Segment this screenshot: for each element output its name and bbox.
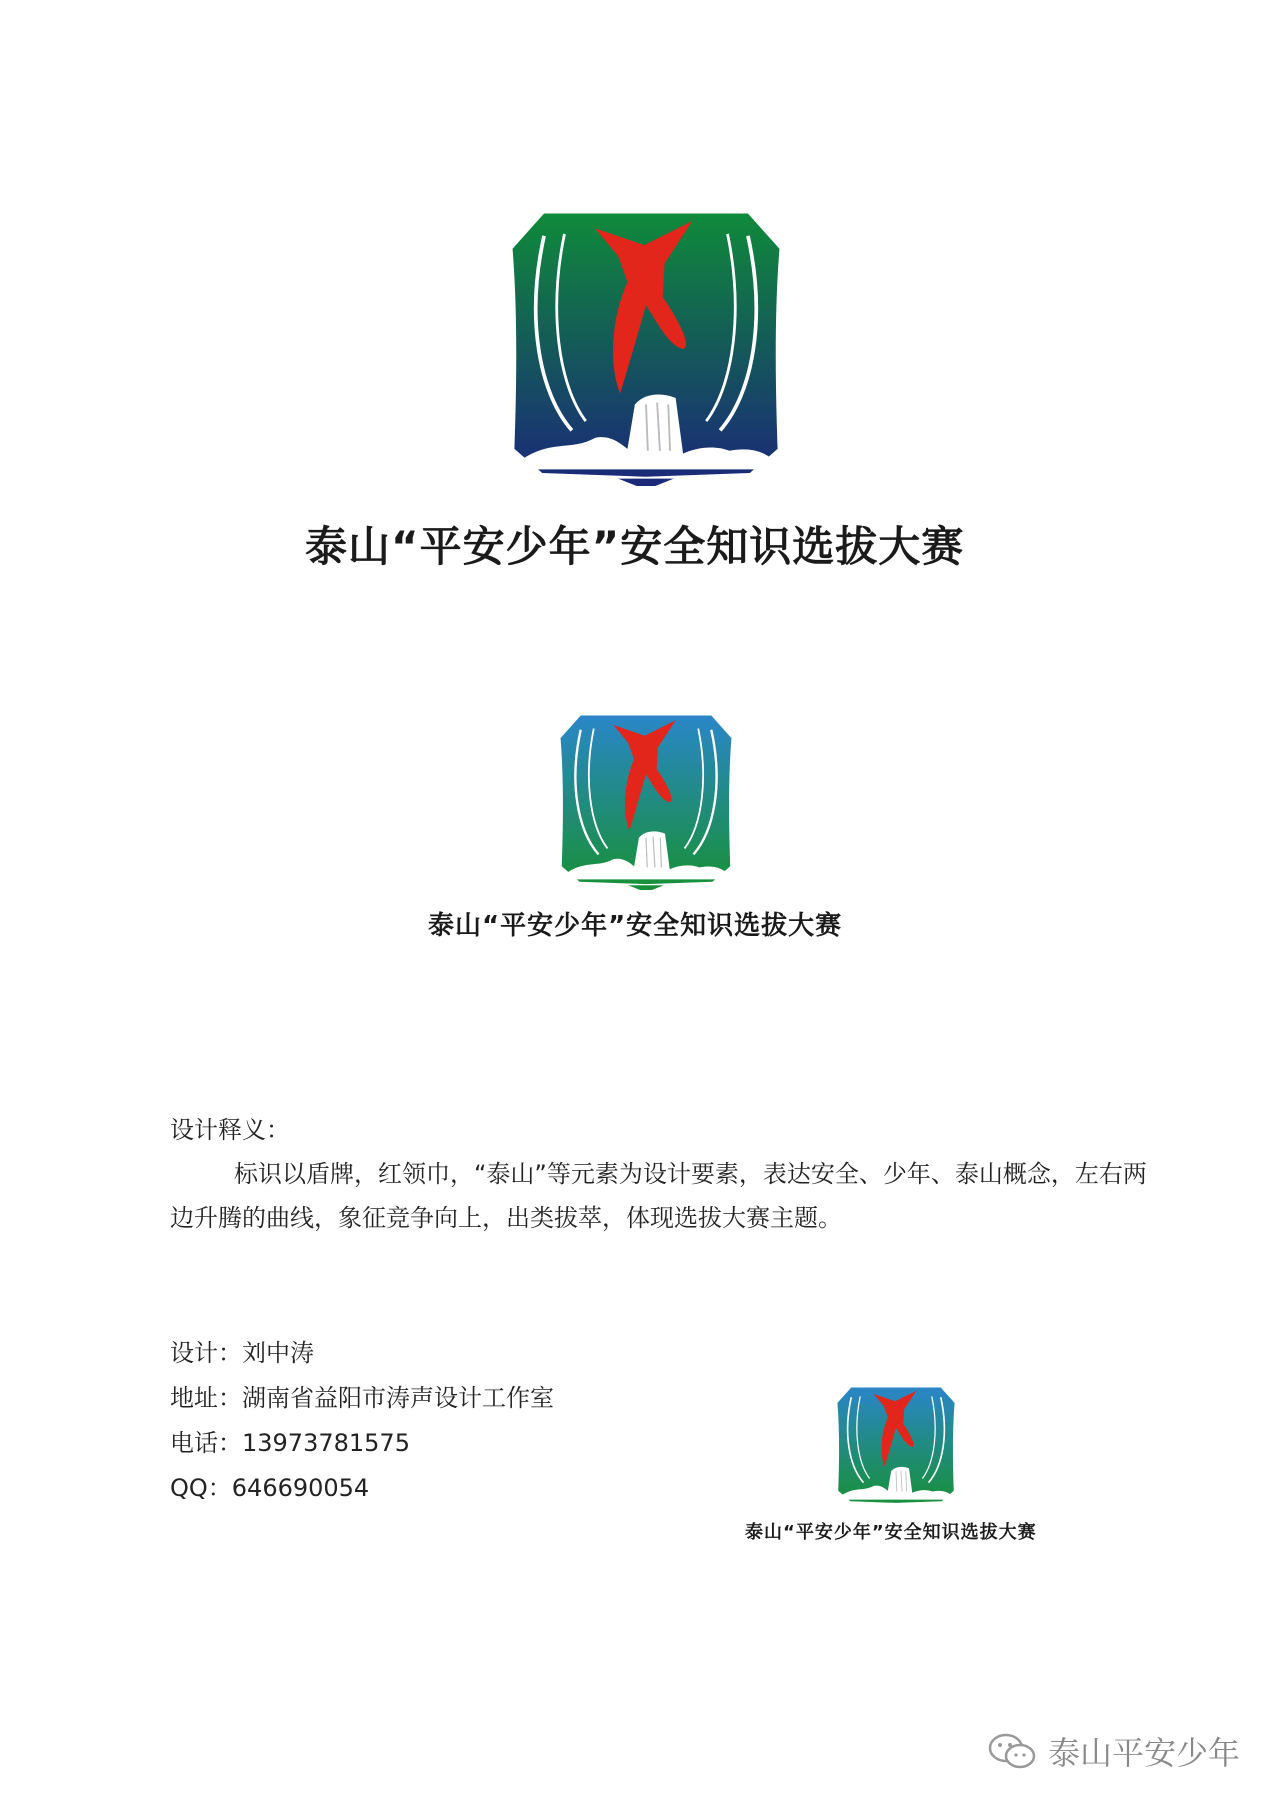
explanation-heading: 设计释义： [170,1116,290,1144]
wechat-watermark [986,1728,1240,1774]
shield-emblem-icon [553,712,739,890]
shield-emblem-icon [500,208,792,486]
logo-large-title: 泰山“平安少年”安全知识选拔大赛 [305,522,965,571]
designer: 设计：刘中涛 [170,1339,314,1367]
contact-info [170,1331,554,1511]
design-explanation [170,1108,1150,1240]
logo-medium [553,712,739,890]
shield-emblem-icon [832,1385,960,1507]
watermark-text: 泰山平安少年 [1047,1734,1240,1772]
logo-small-title: 泰山“平安少年”安全知识选拔大赛 [745,1522,1037,1543]
address: 地址：湖南省益阳市涛声设计工作室 [170,1384,554,1412]
qq: QQ：646690054 [170,1474,370,1502]
phone: 电话：13973781575 [170,1429,410,1457]
logo-large [500,208,792,486]
explanation-body: 标识以盾牌，红领巾，“泰山”等元素为设计要素，表达安全、少年、泰山概念，左右两边升腾的曲线，象征竞争向上，出类拔萃，体现选拔大赛主题。 [170,1160,1147,1232]
logo-small [832,1385,960,1507]
wechat-icon [986,1731,1038,1771]
logo-medium-title: 泰山“平安少年”安全知识选拔大赛 [428,911,843,941]
